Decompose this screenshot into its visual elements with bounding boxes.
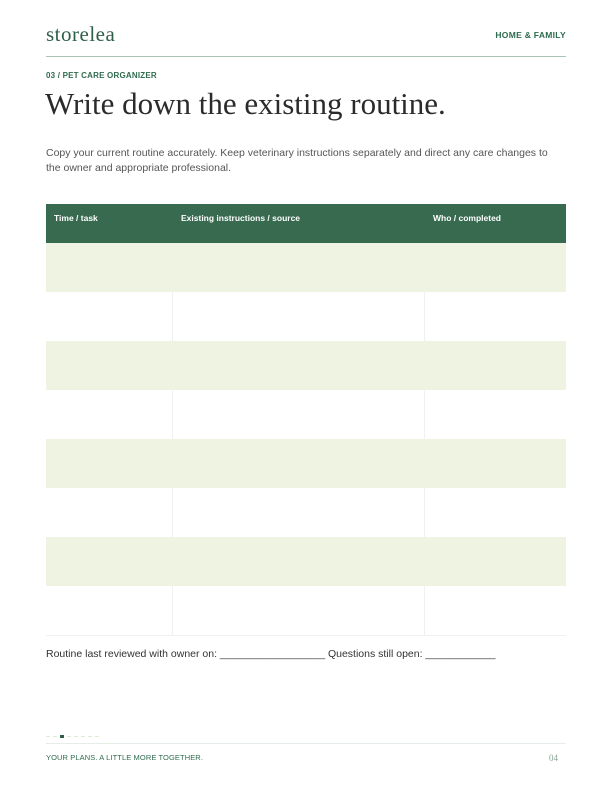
page-indicator bbox=[46, 735, 99, 738]
table-row bbox=[46, 488, 566, 537]
cell-who-completed[interactable] bbox=[425, 341, 566, 390]
brand-logo: storelea bbox=[46, 22, 116, 46]
routine-table bbox=[46, 204, 566, 636]
cell-instructions[interactable] bbox=[173, 537, 425, 586]
review-line: Routine last reviewed with owner on: __________________ Questions still open: ____________ bbox=[46, 648, 496, 660]
table-row bbox=[46, 390, 566, 439]
table-row bbox=[46, 537, 566, 586]
cell-instructions[interactable] bbox=[173, 243, 425, 292]
cell-who-completed[interactable] bbox=[425, 537, 566, 586]
column-header-instructions: Existing instructions / source bbox=[181, 213, 301, 223]
page-indicator-dot bbox=[46, 736, 50, 738]
cell-instructions[interactable] bbox=[173, 292, 425, 341]
intro-text: Copy your current routine accurately. Keep veterinary instructions separately and direct any care changes to the owner and appropriate professional. bbox=[46, 147, 548, 174]
footer-divider bbox=[46, 743, 566, 744]
column-header-time-task: Time / task bbox=[54, 213, 98, 223]
cell-instructions[interactable] bbox=[173, 341, 425, 390]
cell-instructions[interactable] bbox=[173, 586, 425, 635]
cell-time-task[interactable] bbox=[46, 390, 173, 439]
table-row bbox=[46, 341, 566, 390]
table-bottom-rule bbox=[46, 635, 566, 636]
header-divider bbox=[46, 56, 566, 57]
cell-who-completed[interactable] bbox=[425, 488, 566, 537]
page-title: Write down the existing routine. bbox=[45, 86, 446, 121]
cell-who-completed[interactable] bbox=[425, 243, 566, 292]
table-row bbox=[46, 586, 566, 635]
table-body bbox=[46, 243, 566, 635]
page-indicator-dot bbox=[81, 736, 85, 738]
cell-instructions[interactable] bbox=[173, 390, 425, 439]
cell-who-completed[interactable] bbox=[425, 586, 566, 635]
cell-time-task[interactable] bbox=[46, 586, 173, 635]
page-indicator-dot bbox=[95, 736, 99, 738]
page-indicator-dot bbox=[67, 736, 71, 738]
page-indicator-dot-active bbox=[60, 735, 64, 738]
cell-time-task[interactable] bbox=[46, 488, 173, 537]
cell-instructions[interactable] bbox=[173, 439, 425, 488]
page-number: 04 bbox=[549, 753, 558, 763]
table-row bbox=[46, 292, 566, 341]
cell-time-task[interactable] bbox=[46, 292, 173, 341]
cell-time-task[interactable] bbox=[46, 537, 173, 586]
cell-time-task[interactable] bbox=[46, 341, 173, 390]
table-header bbox=[46, 204, 566, 243]
cell-who-completed[interactable] bbox=[425, 292, 566, 341]
cell-time-task[interactable] bbox=[46, 439, 173, 488]
section-label: HOME & FAMILY bbox=[495, 30, 566, 40]
table-row bbox=[46, 243, 566, 292]
table-row bbox=[46, 439, 566, 488]
cell-instructions[interactable] bbox=[173, 488, 425, 537]
page-indicator-dot bbox=[88, 736, 92, 738]
page-indicator-dot bbox=[53, 736, 57, 738]
page-kicker: 03 / PET CARE ORGANIZER bbox=[46, 71, 157, 80]
page-indicator-dot bbox=[74, 736, 78, 738]
cell-who-completed[interactable] bbox=[425, 439, 566, 488]
column-header-who-completed: Who / completed bbox=[433, 213, 501, 223]
cell-who-completed[interactable] bbox=[425, 390, 566, 439]
footer-tagline: YOUR PLANS. A LITTLE MORE TOGETHER. bbox=[46, 753, 204, 762]
cell-time-task[interactable] bbox=[46, 243, 173, 292]
